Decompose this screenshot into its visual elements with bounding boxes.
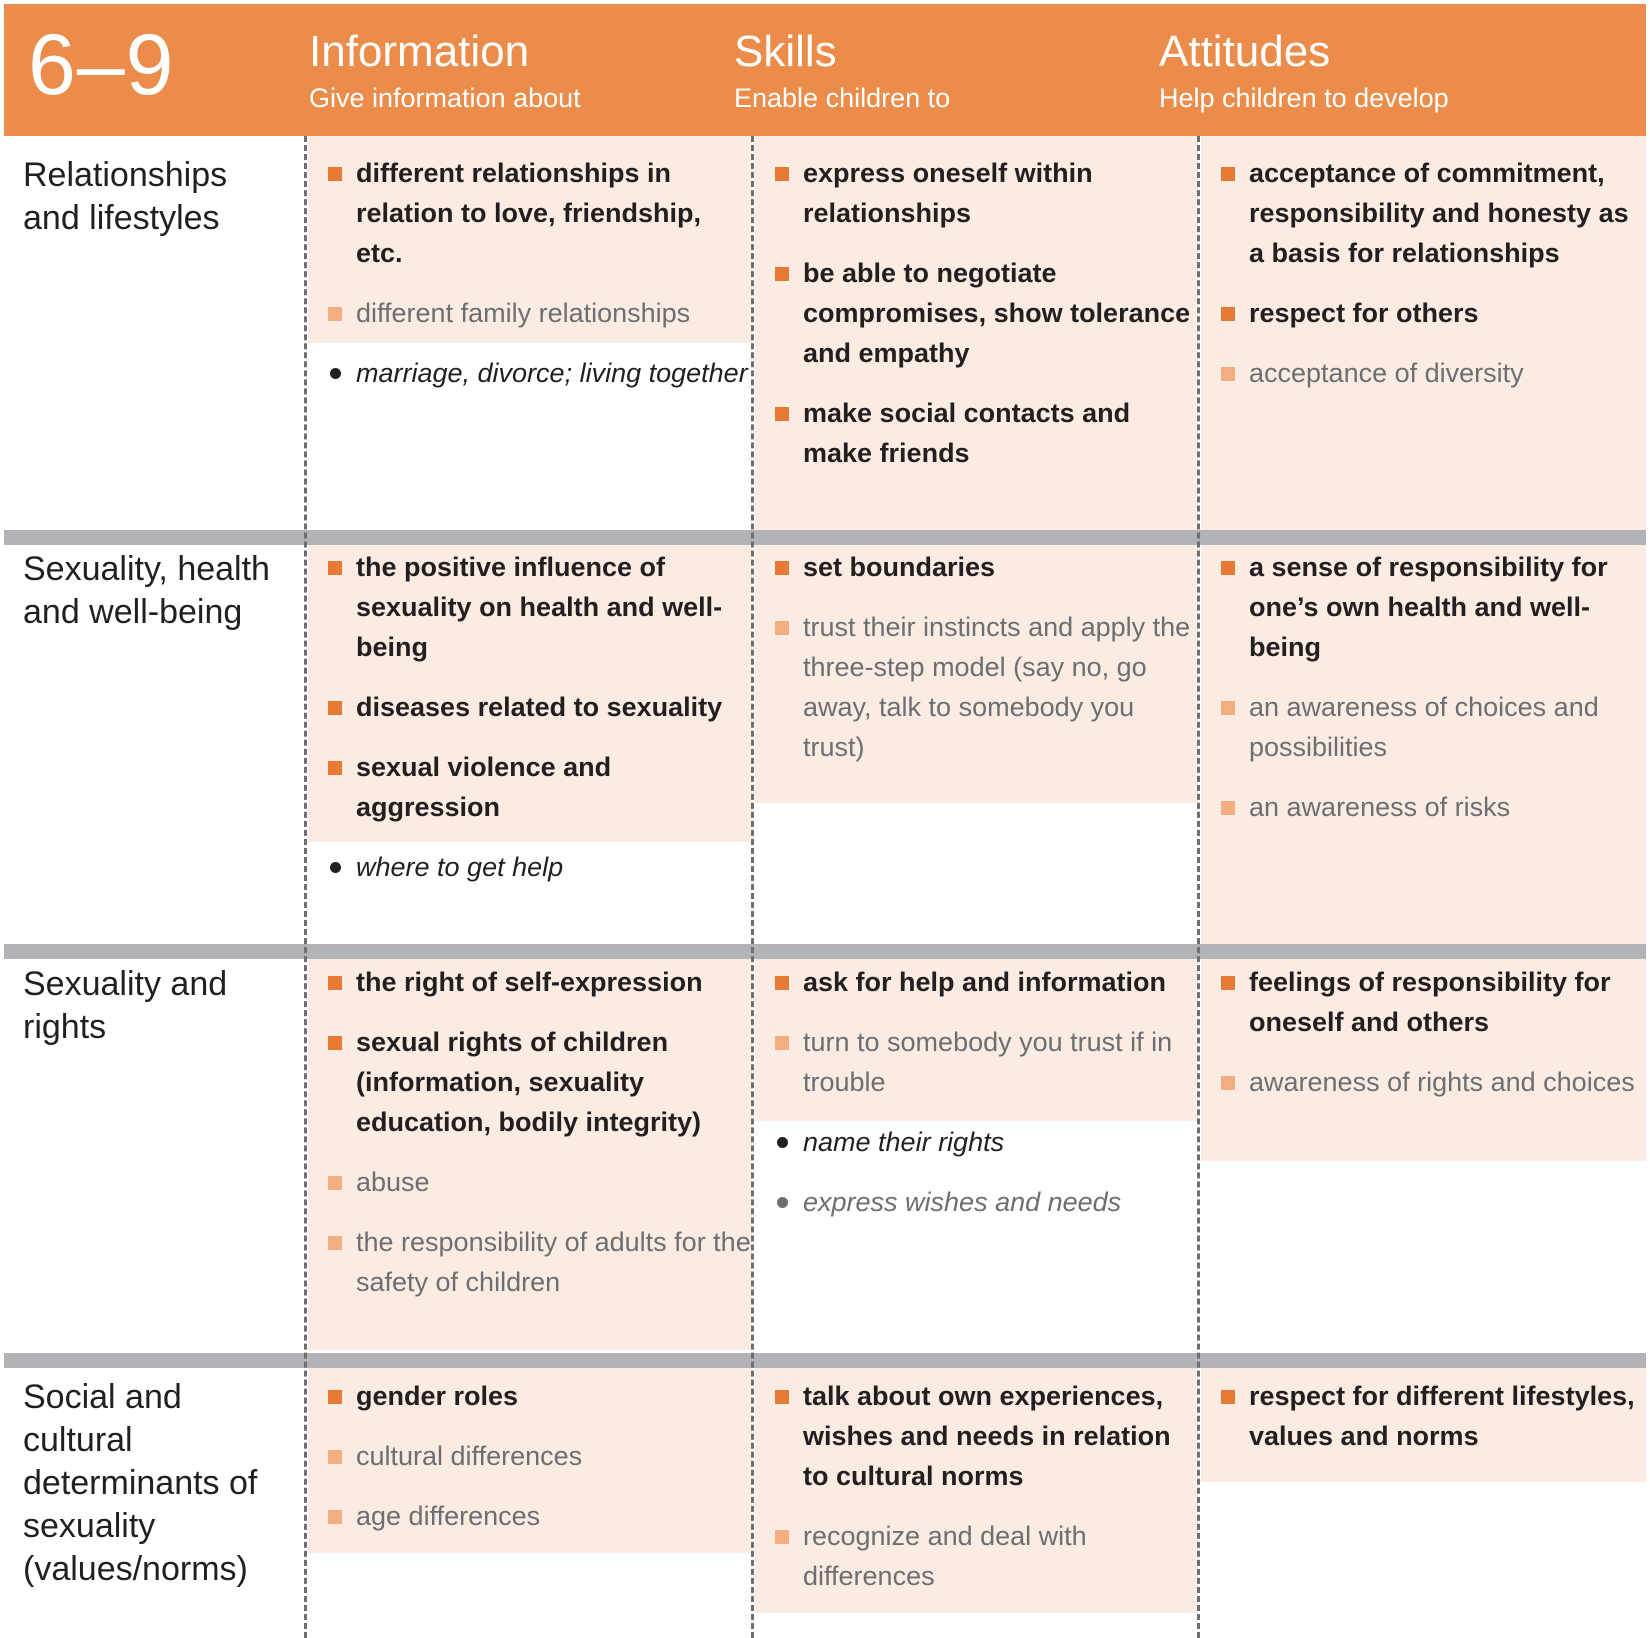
bullet-item-secondary [1201, 787, 1641, 827]
bullet-text: set boundaries [803, 552, 996, 582]
column-header-skills [734, 26, 950, 116]
bullet-text: express oneself within relationships [803, 158, 1093, 228]
bullet-item-primary [1201, 1376, 1641, 1456]
column-title: Skills [734, 27, 837, 76]
bullet-item-primary [755, 1376, 1198, 1496]
bullet-item-extra [308, 847, 752, 887]
bullet-text: acceptance of diversity [1249, 358, 1524, 388]
square-bullet-icon [1221, 801, 1235, 815]
bullet-item-primary [308, 1376, 752, 1416]
square-bullet-icon [1221, 561, 1235, 575]
column-subtitle: Enable children to [734, 83, 951, 113]
bullet-text: diseases related to sexuality [356, 692, 723, 722]
cell-health-skills [755, 547, 1198, 787]
square-bullet-icon [328, 1236, 342, 1250]
bullet-text: trust their instincts and apply the three-step model (say no, go away, talk to somebody you trust) [803, 612, 1191, 762]
square-bullet-icon [775, 1530, 789, 1544]
bullet-item-primary [755, 962, 1198, 1002]
bullet-item-primary [308, 1022, 752, 1142]
square-bullet-icon [775, 267, 789, 281]
bullet-item-primary [1201, 293, 1641, 333]
bullet-text: express wishes and needs [803, 1187, 1122, 1217]
bullet-item-primary [1201, 962, 1641, 1042]
bullet-item-secondary [308, 1162, 752, 1202]
cell-social-attitudes [1201, 1376, 1641, 1476]
cell-rights-skills [755, 962, 1198, 1242]
bullet-text: cultural differences [356, 1441, 583, 1471]
square-bullet-icon [1221, 701, 1235, 715]
bullet-text: respect for different lifestyles, values and norms [1249, 1381, 1635, 1451]
bullet-item-secondary [755, 1516, 1198, 1596]
row-separator [4, 1353, 1646, 1368]
bullet-item-secondary [1201, 687, 1641, 767]
bullet-text: ask for help and information [803, 967, 1167, 997]
bullet-text: sexual rights of children (information, sexuality education, bodily integrity) [356, 1027, 702, 1137]
square-bullet-icon [328, 1036, 342, 1050]
cell-social-skills [755, 1376, 1198, 1616]
bullet-text: acceptance of commitment, responsibility and honesty as a basis for relationships [1249, 158, 1629, 268]
bullet-item-primary [308, 153, 752, 273]
row-label-relationships: Relationships and lifestyles [23, 156, 228, 237]
dot-bullet-icon [330, 368, 341, 379]
bullet-item-secondary [308, 1222, 752, 1302]
square-bullet-icon [775, 621, 789, 635]
square-bullet-icon [328, 761, 342, 775]
bullet-text: a sense of responsibility for one’s own health and well-being [1249, 552, 1608, 662]
cell-relationships-attitudes [1201, 153, 1641, 413]
cell-relationships-information [308, 153, 752, 413]
bullet-item-secondary [1201, 353, 1641, 393]
bullet-item-primary [308, 962, 752, 1002]
square-bullet-icon [775, 1390, 789, 1404]
bullet-item-secondary [308, 1496, 752, 1536]
bullet-text: be able to negotiate compromises, show tolerance and empathy [803, 258, 1191, 368]
bullet-item-extra-secondary [755, 1182, 1198, 1222]
square-bullet-icon [328, 1450, 342, 1464]
age-range-title: 6–9 [28, 17, 175, 113]
bullet-item-extra [755, 1122, 1198, 1162]
row-label-rights: Sexuality and rights [23, 965, 228, 1046]
bullet-text: make social contacts and make friends [803, 398, 1131, 468]
column-divider [304, 136, 307, 1638]
bullet-text: where to get help [356, 852, 564, 882]
square-bullet-icon [1221, 167, 1235, 181]
cell-rights-information [308, 962, 752, 1322]
bullet-item-primary [1201, 547, 1641, 667]
cell-relationships-skills [755, 153, 1198, 493]
bullet-item-secondary [1201, 1062, 1641, 1102]
square-bullet-icon [1221, 307, 1235, 321]
bullet-item-primary [308, 747, 752, 827]
square-bullet-icon [328, 1390, 342, 1404]
bullet-item-secondary [308, 1436, 752, 1476]
square-bullet-icon [328, 167, 342, 181]
column-header-information [309, 26, 581, 116]
square-bullet-icon [328, 307, 342, 321]
column-title: Information [309, 27, 530, 76]
cell-health-attitudes [1201, 547, 1641, 847]
bullet-text: talk about own experiences, wishes and needs in relation to cultural norms [803, 1381, 1171, 1491]
row-separator [4, 944, 1646, 959]
bullet-text: age differences [356, 1501, 541, 1531]
row-separator [4, 530, 1646, 545]
cell-health-information [308, 547, 752, 907]
bullet-text: an awareness of risks [1249, 792, 1511, 822]
bullet-text: gender roles [356, 1381, 519, 1411]
bullet-text: the responsibility of adults for the safety of children [356, 1227, 751, 1297]
dot-bullet-icon [777, 1137, 788, 1148]
bullet-text: the right of self-expression [356, 967, 703, 997]
column-subtitle: Help children to develop [1159, 83, 1449, 113]
cell-social-information [308, 1376, 752, 1556]
bullet-text: different relationships in relation to love, friendship, etc. [356, 158, 702, 268]
square-bullet-icon [328, 1176, 342, 1190]
square-bullet-icon [328, 1510, 342, 1524]
bullet-item-primary [308, 687, 752, 727]
column-title: Attitudes [1159, 27, 1331, 76]
row-label-health: Sexuality, health and well-being [23, 550, 270, 631]
square-bullet-icon [1221, 1076, 1235, 1090]
bullet-item-extra [308, 353, 752, 393]
bullet-text: abuse [356, 1167, 430, 1197]
bullet-item-secondary [755, 607, 1198, 767]
bullet-text: feelings of responsibility for oneself and others [1249, 967, 1611, 1037]
bullet-item-secondary [308, 293, 752, 333]
cell-rights-attitudes [1201, 962, 1641, 1122]
column-header-attitudes [1159, 26, 1449, 116]
bullet-item-primary [755, 547, 1198, 587]
header-band [4, 4, 1646, 136]
bullet-text: the positive influence of sexuality on health and well-being [356, 552, 723, 662]
bullet-text: sexual violence and aggression [356, 752, 612, 822]
bullet-text: respect for others [1249, 298, 1479, 328]
bullet-text: turn to somebody you trust if in trouble [803, 1027, 1173, 1097]
square-bullet-icon [775, 561, 789, 575]
bullet-item-secondary [755, 1022, 1198, 1102]
bullet-item-primary [308, 547, 752, 667]
dot-bullet-icon [330, 862, 341, 873]
bullet-text: marriage, divorce; living together [356, 358, 748, 388]
square-bullet-icon [1221, 976, 1235, 990]
bullet-text: name their rights [803, 1127, 1005, 1157]
square-bullet-icon [1221, 367, 1235, 381]
row-label-social-cultural: Social and cultural determinants of sexuality (values/norms) [23, 1378, 258, 1588]
bullet-item-primary [755, 393, 1198, 473]
bullet-item-primary [755, 253, 1198, 373]
bullet-item-primary [755, 153, 1198, 233]
square-bullet-icon [1221, 1390, 1235, 1404]
bullet-text: awareness of rights and choices [1249, 1067, 1635, 1097]
square-bullet-icon [775, 976, 789, 990]
square-bullet-icon [328, 976, 342, 990]
dot-bullet-icon [777, 1197, 788, 1208]
bullet-text: an awareness of choices and possibilities [1249, 692, 1599, 762]
column-subtitle: Give information about [309, 83, 581, 113]
square-bullet-icon [328, 701, 342, 715]
bullet-text: recognize and deal with differences [803, 1521, 1087, 1591]
square-bullet-icon [775, 407, 789, 421]
square-bullet-icon [775, 1036, 789, 1050]
bullet-item-primary [1201, 153, 1641, 273]
square-bullet-icon [775, 167, 789, 181]
square-bullet-icon [328, 561, 342, 575]
bullet-text: different family relationships [356, 298, 691, 328]
